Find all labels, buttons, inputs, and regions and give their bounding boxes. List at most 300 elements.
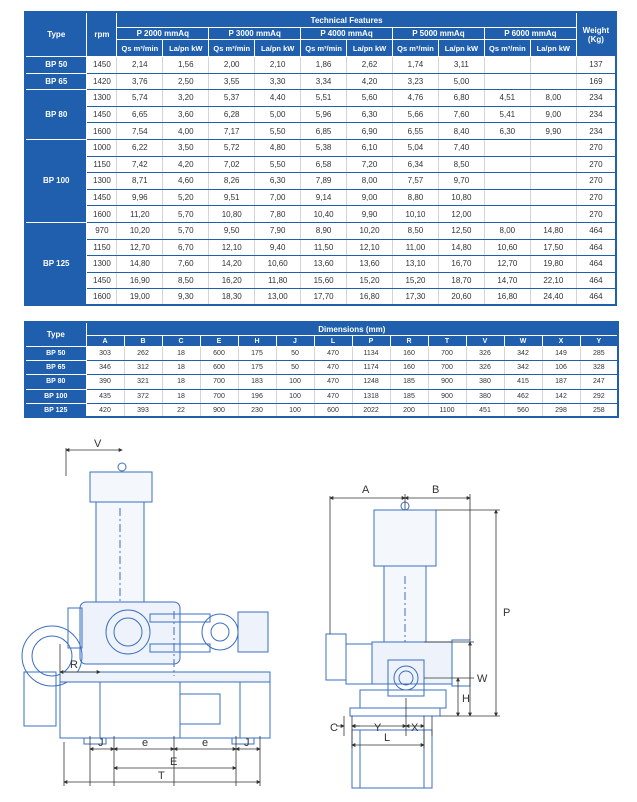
la-value-cell: 9,30 [163, 289, 209, 306]
dimension-column-header: P [352, 336, 390, 347]
la-value-cell: 4,40 [255, 90, 301, 107]
dimension-value-cell: 200 [390, 403, 428, 417]
qs-value-cell: 17,30 [393, 289, 439, 306]
dimension-value-cell: 50 [276, 361, 314, 375]
qs-value-cell: 8,80 [393, 189, 439, 206]
dimension-value-cell: 185 [390, 389, 428, 403]
dimension-value-cell: 1134 [352, 347, 390, 361]
la-value-cell: 7,80 [255, 206, 301, 223]
qs-value-cell: 12,70 [484, 256, 530, 273]
qs-value-cell: 5,37 [209, 90, 255, 107]
type-cell: BP 65 [25, 361, 86, 375]
dimension-value-cell: 175 [238, 347, 276, 361]
la-value-cell: 7,00 [255, 189, 301, 206]
dimension-value-cell: 326 [466, 347, 504, 361]
la-value-cell: 14,80 [530, 222, 576, 239]
qs-value-cell: 2,14 [117, 57, 163, 74]
dimensions-table [24, 321, 619, 418]
la-value-cell: 9,00 [347, 189, 393, 206]
dim-label-l: L [384, 732, 391, 744]
dimension-value-cell: 393 [124, 403, 162, 417]
la-value-cell: 8,50 [438, 156, 484, 173]
la-value-cell: 6,70 [163, 239, 209, 256]
qs-value-cell: 4,51 [484, 90, 530, 107]
la-header: La/pn kW [163, 40, 209, 57]
type-cell: BP 80 [25, 90, 87, 140]
dimension-value-cell: 196 [238, 389, 276, 403]
table-row [25, 256, 616, 273]
qs-value-cell: 7,54 [117, 123, 163, 140]
la-value-cell: 4,80 [255, 139, 301, 156]
type-cell: BP 50 [25, 347, 86, 361]
la-value-cell: 10,60 [255, 256, 301, 273]
dim-label-a: A [362, 484, 370, 496]
qs-value-cell: 6,85 [301, 123, 347, 140]
table-row [25, 361, 618, 375]
dimension-value-cell: 700 [200, 375, 238, 389]
qs-value-cell: 3,55 [209, 73, 255, 90]
qs-value-cell: 8,00 [484, 222, 530, 239]
dimension-value-cell: 22 [162, 403, 200, 417]
la-value-cell: 10,20 [347, 222, 393, 239]
side-view-drawing [22, 463, 270, 744]
qs-value-cell: 10,20 [117, 222, 163, 239]
dimension-value-cell: 1248 [352, 375, 390, 389]
qs-value-cell: 3,23 [393, 73, 439, 90]
qs-value-cell: 10,80 [209, 206, 255, 223]
qs-value-cell [484, 189, 530, 206]
qs-value-cell: 5,96 [301, 106, 347, 123]
dimension-column-header: J [276, 336, 314, 347]
qs-value-cell: 10,10 [393, 206, 439, 223]
qs-value-cell: 6,34 [393, 156, 439, 173]
dimension-value-cell: 390 [86, 375, 124, 389]
la-value-cell: 11,80 [255, 272, 301, 289]
table-row [25, 289, 616, 306]
type-header: Type [25, 12, 87, 57]
la-value-cell: 9,00 [530, 106, 576, 123]
dimension-value-cell: 560 [504, 403, 542, 417]
qs-value-cell: 7,17 [209, 123, 255, 140]
dimension-value-cell: 292 [580, 389, 618, 403]
qs-header: Qs m³/min [484, 40, 530, 57]
dimension-value-cell: 900 [428, 389, 466, 403]
dimension-value-cell: 262 [124, 347, 162, 361]
weight-cell: 464 [576, 222, 616, 239]
qs-value-cell: 8,26 [209, 173, 255, 190]
la-value-cell: 7,20 [347, 156, 393, 173]
weight-cell: 464 [576, 256, 616, 273]
dims-type-header: Type [25, 322, 86, 347]
la-value-cell: 5,00 [255, 106, 301, 123]
weight-cell: 234 [576, 123, 616, 140]
dimension-value-cell: 420 [86, 403, 124, 417]
dimension-column-header: L [314, 336, 352, 347]
rpm-cell: 1600 [87, 289, 117, 306]
la-value-cell: 18,70 [438, 272, 484, 289]
la-value-cell: 8,40 [438, 123, 484, 140]
table-row [25, 272, 616, 289]
la-value-cell: 7,60 [438, 106, 484, 123]
qs-value-cell: 12,10 [209, 239, 255, 256]
qs-value-cell [484, 57, 530, 74]
la-value-cell [530, 139, 576, 156]
dimension-value-cell: 380 [466, 375, 504, 389]
la-value-cell: 19,80 [530, 256, 576, 273]
dimension-value-cell: 50 [276, 347, 314, 361]
dimensions-body [25, 347, 618, 418]
la-value-cell: 5,50 [255, 156, 301, 173]
pressure-header: P 5000 mmAq [393, 28, 485, 40]
la-value-cell: 16,70 [438, 256, 484, 273]
la-value-cell: 8,50 [163, 272, 209, 289]
qs-value-cell [484, 139, 530, 156]
qs-value-cell: 13,60 [301, 256, 347, 273]
qs-value-cell: 4,76 [393, 90, 439, 107]
rpm-cell: 1300 [87, 256, 117, 273]
la-value-cell: 5,60 [347, 90, 393, 107]
table-row [25, 73, 616, 90]
dimension-value-cell: 321 [124, 375, 162, 389]
weight-cell: 464 [576, 289, 616, 306]
weight-cell: 270 [576, 173, 616, 190]
la-value-cell: 9,40 [255, 239, 301, 256]
dimension-value-cell: 435 [86, 389, 124, 403]
qs-value-cell: 2,00 [209, 57, 255, 74]
la-value-cell [530, 206, 576, 223]
table-row [25, 156, 616, 173]
table-row [25, 123, 616, 140]
dimension-value-cell: 380 [466, 389, 504, 403]
rpm-cell: 1450 [87, 106, 117, 123]
dimension-column-header: E [200, 336, 238, 347]
dimension-value-cell: 303 [86, 347, 124, 361]
dimension-value-cell: 372 [124, 389, 162, 403]
dimension-column-header: R [390, 336, 428, 347]
dimension-value-cell: 18 [162, 375, 200, 389]
dimension-value-cell: 470 [314, 361, 352, 375]
dimension-value-cell: 600 [200, 361, 238, 375]
la-value-cell: 4,60 [163, 173, 209, 190]
qs-value-cell: 8,90 [301, 222, 347, 239]
la-value-cell: 12,10 [347, 239, 393, 256]
la-value-cell: 5,00 [438, 73, 484, 90]
qs-value-cell: 6,58 [301, 156, 347, 173]
type-cell: BP 80 [25, 375, 86, 389]
weight-cell: 234 [576, 106, 616, 123]
la-header: La/pn kW [438, 40, 484, 57]
qs-value-cell: 8,50 [393, 222, 439, 239]
rpm-cell: 1150 [87, 239, 117, 256]
qs-value-cell: 14,70 [484, 272, 530, 289]
rpm-cell: 1150 [87, 156, 117, 173]
rpm-cell: 1450 [87, 57, 117, 74]
qs-value-cell: 17,70 [301, 289, 347, 306]
dim-label-j: J [244, 737, 250, 749]
type-cell: BP 100 [25, 389, 86, 403]
la-value-cell: 5,70 [163, 222, 209, 239]
motor [238, 612, 268, 652]
qs-value-cell: 5,41 [484, 106, 530, 123]
qs-value-cell: 5,51 [301, 90, 347, 107]
qs-value-cell: 9,96 [117, 189, 163, 206]
dimension-value-cell: 100 [276, 375, 314, 389]
dimension-column-header: C [162, 336, 200, 347]
la-value-cell: 6,30 [255, 173, 301, 190]
type-cell: BP 125 [25, 222, 87, 305]
qs-value-cell: 19,00 [117, 289, 163, 306]
pressure-header: P 2000 mmAq [117, 28, 209, 40]
rpm-cell: 1000 [87, 139, 117, 156]
table-row [25, 206, 616, 223]
weight-unit: (Kg) [587, 34, 604, 44]
dim-label-e: e [202, 737, 209, 749]
la-value-cell: 13,00 [255, 289, 301, 306]
qs-header: Qs m³/min [301, 40, 347, 57]
la-value-cell: 3,60 [163, 106, 209, 123]
qs-value-cell: 15,60 [301, 272, 347, 289]
qs-value-cell: 5,66 [393, 106, 439, 123]
qs-value-cell: 3,76 [117, 73, 163, 90]
la-value-cell: 6,10 [347, 139, 393, 156]
qs-value-cell: 3,34 [301, 73, 347, 90]
dim-label-e: e [142, 737, 149, 749]
qs-value-cell: 1,74 [393, 57, 439, 74]
qs-value-cell: 6,30 [484, 123, 530, 140]
table-row [25, 222, 616, 239]
dimension-value-cell: 18 [162, 347, 200, 361]
table-row [25, 189, 616, 206]
dimension-value-cell: 342 [504, 361, 542, 375]
la-value-cell: 7,60 [163, 256, 209, 273]
dim-label-e-total: E [170, 756, 178, 768]
dimension-value-cell: 247 [580, 375, 618, 389]
table-row [25, 173, 616, 190]
weight-header [576, 12, 616, 57]
qs-value-cell: 8,71 [117, 173, 163, 190]
table-row [25, 375, 618, 389]
dimension-value-cell: 142 [542, 389, 580, 403]
la-value-cell: 7,90 [255, 222, 301, 239]
pressure-header: P 3000 mmAq [209, 28, 301, 40]
rpm-cell: 1300 [87, 173, 117, 190]
la-value-cell [530, 73, 576, 90]
weight-cell: 137 [576, 57, 616, 74]
rpm-cell: 1300 [87, 90, 117, 107]
la-value-cell: 12,00 [438, 206, 484, 223]
la-value-cell: 6,30 [347, 106, 393, 123]
technical-features-body [25, 57, 616, 306]
qs-value-cell: 15,20 [393, 272, 439, 289]
la-value-cell: 6,90 [347, 123, 393, 140]
qs-value-cell: 7,89 [301, 173, 347, 190]
dimension-value-cell: 312 [124, 361, 162, 375]
qs-value-cell: 10,60 [484, 239, 530, 256]
dimension-value-cell: 149 [542, 347, 580, 361]
qs-value-cell: 5,74 [117, 90, 163, 107]
la-value-cell: 16,80 [347, 289, 393, 306]
dimension-value-cell: 700 [428, 347, 466, 361]
qs-header: Qs m³/min [209, 40, 255, 57]
qs-value-cell: 5,04 [393, 139, 439, 156]
qs-value-cell [484, 73, 530, 90]
la-value-cell: 12,50 [438, 222, 484, 239]
la-value-cell: 3,30 [255, 73, 301, 90]
type-cell: BP 50 [25, 57, 87, 74]
silencer [90, 472, 152, 502]
qs-value-cell: 9,50 [209, 222, 255, 239]
qs-value-cell [484, 206, 530, 223]
lifting-eye [118, 463, 126, 471]
dimension-column-header: X [542, 336, 580, 347]
dim-label-j: J [98, 737, 104, 749]
qs-value-cell: 6,65 [117, 106, 163, 123]
qs-value-cell: 16,20 [209, 272, 255, 289]
table-row [25, 389, 618, 403]
qs-value-cell [484, 156, 530, 173]
la-value-cell: 4,20 [347, 73, 393, 90]
dimension-value-cell: 451 [466, 403, 504, 417]
la-value-cell: 5,70 [163, 206, 209, 223]
dimension-value-cell: 342 [504, 347, 542, 361]
la-value-cell: 20,60 [438, 289, 484, 306]
la-value-cell: 3,50 [163, 139, 209, 156]
qs-value-cell: 7,42 [117, 156, 163, 173]
la-value-cell: 4,20 [163, 156, 209, 173]
dimension-value-cell: 462 [504, 389, 542, 403]
type-cell: BP 125 [25, 403, 86, 417]
dimension-value-cell: 1174 [352, 361, 390, 375]
weight-cell: 234 [576, 90, 616, 107]
qs-value-cell: 13,10 [393, 256, 439, 273]
la-value-cell [530, 189, 576, 206]
dimension-value-cell: 1100 [428, 403, 466, 417]
la-value-cell: 2,62 [347, 57, 393, 74]
table-row [25, 57, 616, 74]
dim-label-r: R [70, 659, 78, 671]
la-value-cell: 10,80 [438, 189, 484, 206]
dimension-column-header: Y [580, 336, 618, 347]
dimension-value-cell: 600 [200, 347, 238, 361]
la-value-cell: 4,00 [163, 123, 209, 140]
dimension-value-cell: 230 [238, 403, 276, 417]
la-value-cell [530, 173, 576, 190]
dimension-value-cell: 175 [238, 361, 276, 375]
dim-label-v: V [94, 438, 102, 450]
dimension-value-cell: 470 [314, 389, 352, 403]
la-value-cell: 6,80 [438, 90, 484, 107]
qs-value-cell: 1,86 [301, 57, 347, 74]
base-frame [60, 672, 270, 682]
qs-value-cell: 6,55 [393, 123, 439, 140]
weight-label: Weight [582, 25, 610, 35]
weight-cell: 270 [576, 139, 616, 156]
qs-value-cell: 9,14 [301, 189, 347, 206]
qs-value-cell [484, 173, 530, 190]
front-silencer [374, 510, 436, 566]
rpm-cell: 1420 [87, 73, 117, 90]
qs-header: Qs m³/min [117, 40, 163, 57]
la-value-cell: 13,60 [347, 256, 393, 273]
dimension-value-cell: 900 [428, 375, 466, 389]
dim-label-c: C [330, 722, 338, 734]
rpm-cell: 1600 [87, 206, 117, 223]
dimension-value-cell: 18 [162, 361, 200, 375]
la-header: La/pn kW [530, 40, 576, 57]
blower-technical-drawings [0, 436, 637, 802]
dimension-column-header: W [504, 336, 542, 347]
table-row [25, 239, 616, 256]
qs-value-cell: 14,20 [209, 256, 255, 273]
qs-header: Qs m³/min [393, 40, 439, 57]
qs-value-cell: 7,02 [209, 156, 255, 173]
motor-pulley [202, 614, 238, 650]
dimension-value-cell: 328 [580, 361, 618, 375]
la-value-cell: 14,80 [438, 239, 484, 256]
dim-label-p: P [503, 607, 511, 619]
dim-label-t: T [158, 770, 165, 782]
la-value-cell: 17,50 [530, 239, 576, 256]
la-value-cell: 9,70 [438, 173, 484, 190]
qs-value-cell: 18,30 [209, 289, 255, 306]
la-value-cell: 7,40 [438, 139, 484, 156]
pressure-header: P 4000 mmAq [301, 28, 393, 40]
dimension-value-cell: 470 [314, 347, 352, 361]
qs-value-cell: 14,80 [117, 256, 163, 273]
qs-value-cell: 11,20 [117, 206, 163, 223]
qs-value-cell: 16,90 [117, 272, 163, 289]
la-value-cell: 3,20 [163, 90, 209, 107]
qs-value-cell: 10,40 [301, 206, 347, 223]
weight-cell: 270 [576, 189, 616, 206]
dimension-value-cell: 298 [542, 403, 580, 417]
qs-value-cell: 7,57 [393, 173, 439, 190]
qs-value-cell: 5,38 [301, 139, 347, 156]
type-cell: BP 65 [25, 73, 87, 90]
rpm-header: rpm [87, 12, 117, 57]
dim-label-b: B [432, 484, 440, 496]
dimension-value-cell: 700 [428, 361, 466, 375]
weight-cell: 270 [576, 156, 616, 173]
dimension-value-cell: 600 [314, 403, 352, 417]
la-value-cell: 24,40 [530, 289, 576, 306]
dim-label-w: W [477, 673, 488, 685]
dimension-value-cell: 187 [542, 375, 580, 389]
dimension-value-cell: 106 [542, 361, 580, 375]
dimensions-title: Dimensions (mm) [86, 322, 618, 336]
type-cell: BP 100 [25, 139, 87, 222]
la-value-cell: 1,56 [163, 57, 209, 74]
la-value-cell: 2,50 [163, 73, 209, 90]
dimension-column-header: A [86, 336, 124, 347]
la-value-cell [530, 156, 576, 173]
dimension-value-cell: 2022 [352, 403, 390, 417]
dim-label-x: X [411, 722, 419, 734]
rpm-cell: 1600 [87, 123, 117, 140]
table-row [25, 403, 618, 417]
dimension-value-cell: 415 [504, 375, 542, 389]
la-value-cell: 2,10 [255, 57, 301, 74]
dimension-column-header: V [466, 336, 504, 347]
la-value-cell: 15,20 [347, 272, 393, 289]
technical-features-title: Technical Features [117, 12, 576, 28]
technical-features-table [24, 11, 617, 306]
dimension-value-cell: 1318 [352, 389, 390, 403]
la-value-cell: 9,90 [347, 206, 393, 223]
dimension-value-cell: 18 [162, 389, 200, 403]
dimension-value-cell: 160 [390, 361, 428, 375]
la-value-cell: 22,10 [530, 272, 576, 289]
